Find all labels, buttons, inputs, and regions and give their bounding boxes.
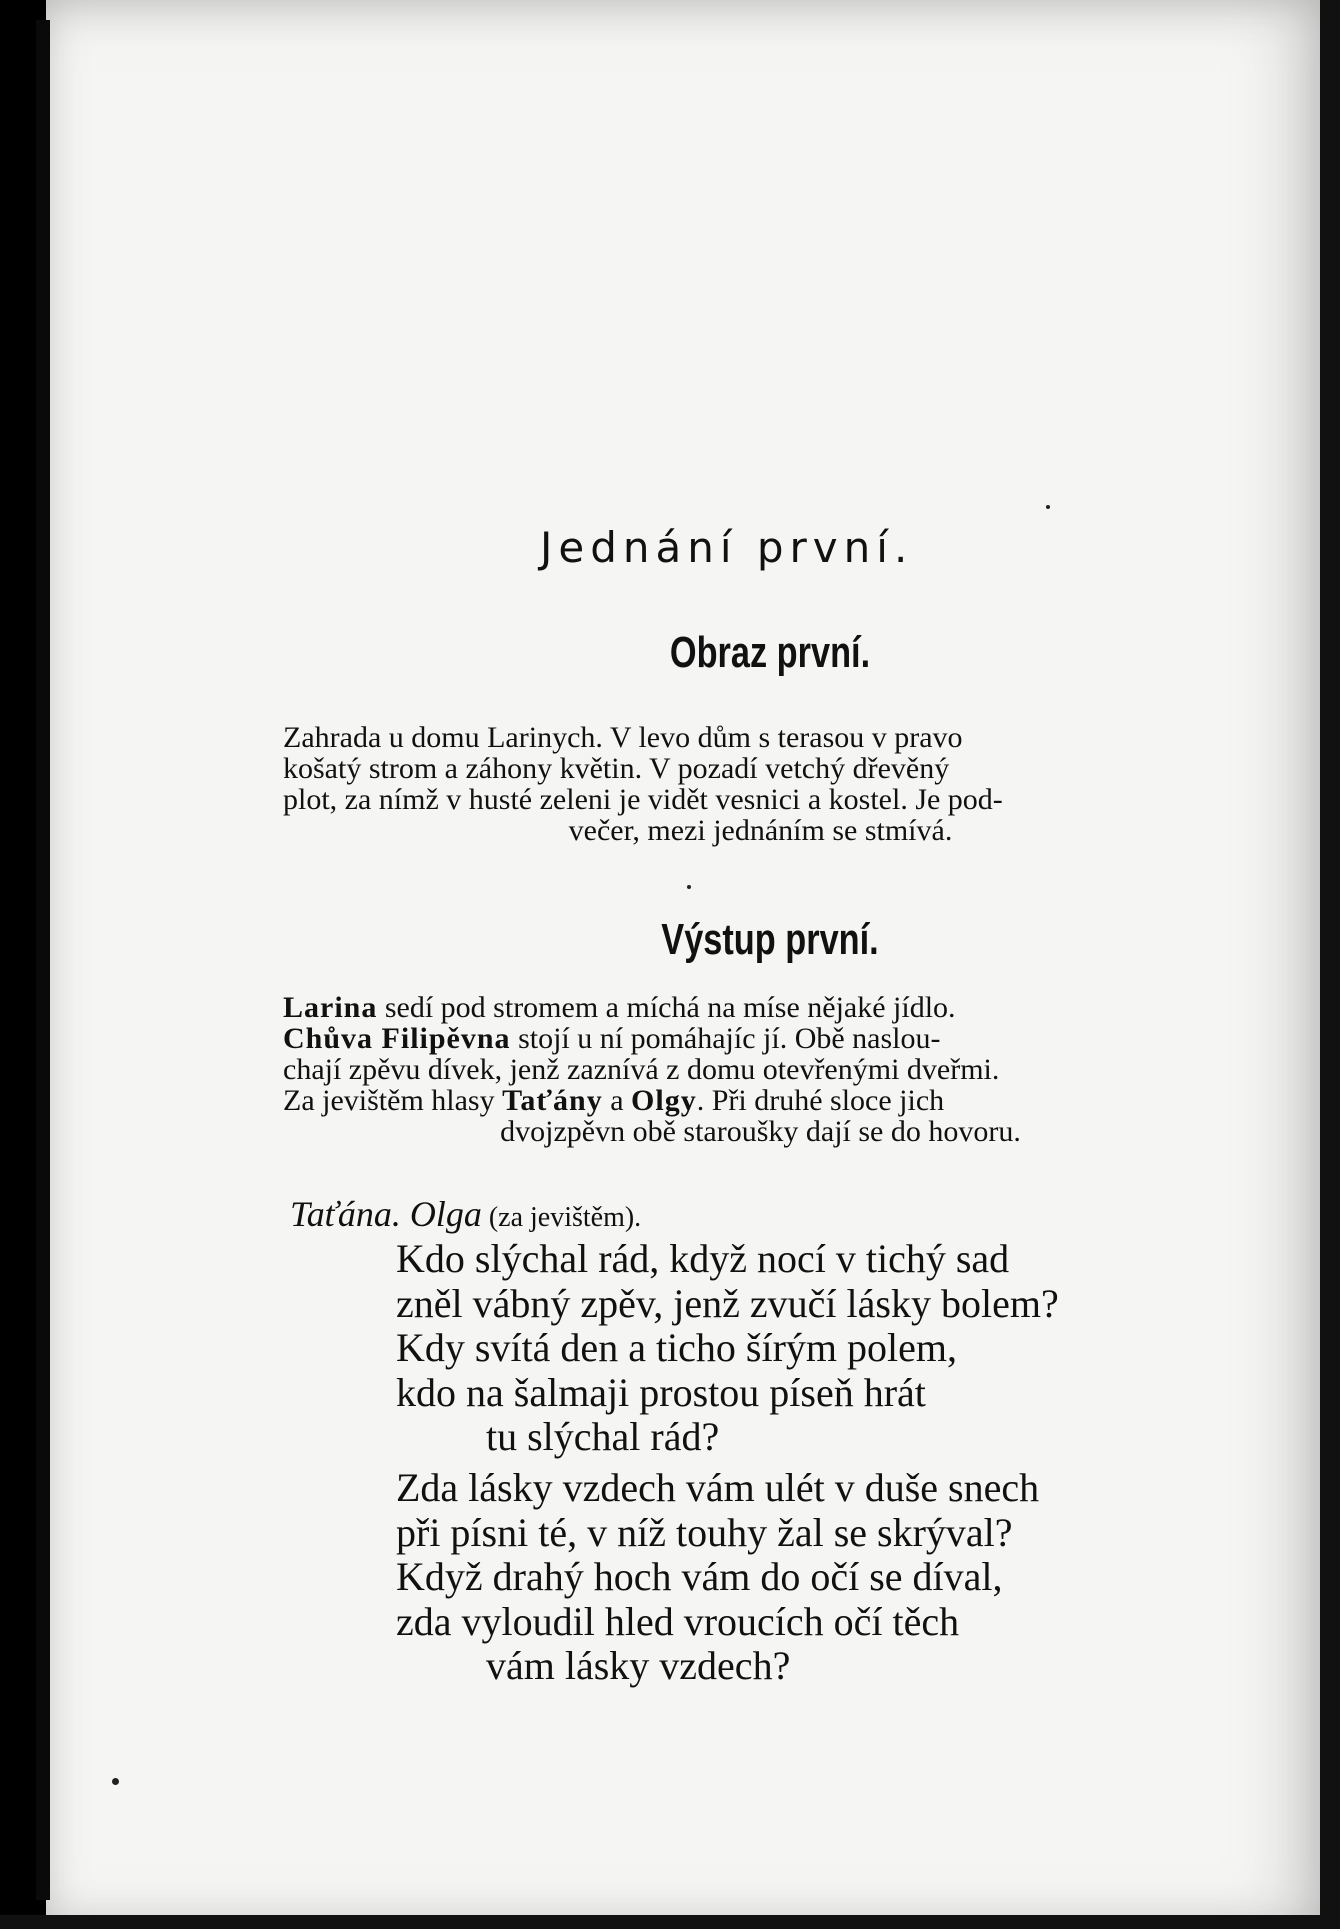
verse-line: vám lásky vzdech? [486, 1643, 791, 1688]
entrance-title: Výstup první. [661, 915, 879, 964]
speaker-note: (za jevištěm). [481, 1202, 642, 1233]
stage-line [283, 992, 1238, 1023]
character-name: Olgy [631, 1084, 697, 1117]
page-binding-shadow [36, 20, 50, 1900]
verse-line: tu slýchal rád? [486, 1414, 720, 1459]
verse-line: kdo na šalmaji prostou píseň hrát [396, 1369, 926, 1415]
character-name: Chůva Filipěvna [283, 1022, 511, 1055]
setting-line: Zahrada u domu Larinych. V levo dům s terasou v pravo [283, 721, 963, 754]
stage-text: sedí pod stromem a míchá na míse nějaké jídlo. [377, 991, 956, 1024]
stage-text: Za jevištěm hlasy [283, 1084, 503, 1117]
verse-line: při písni té, v níž touhy žal se skrýval? [396, 1509, 1013, 1555]
verse-line: Zda lásky vzdech vám ulét v duše snech [396, 1465, 1040, 1510]
stage-direction [283, 992, 1238, 1147]
setting-description [283, 722, 1238, 846]
verse-stanza-1 [396, 1237, 1059, 1460]
page-speck [687, 885, 691, 889]
verse-line: Když drahý hoch vám do očí se díval, [396, 1554, 1003, 1599]
verse-stanza-2 [396, 1466, 1039, 1689]
stage-line [283, 1023, 1238, 1054]
stage-text: . Při druhé sloce jich [696, 1084, 945, 1117]
verse-line: Kdo slýchal rád, když nocí v tichý sad [396, 1236, 1010, 1281]
stage-text: a [602, 1084, 632, 1117]
verse-line: zněl vábný zpěv, jenž zvučí lásky bolem? [396, 1280, 1059, 1326]
page-edge-shadow [1320, 0, 1340, 1929]
stage-line: dvojzpěvn obě staroušky dají se do hovoru. [500, 1115, 1021, 1148]
verse-line: zda vyloudil hled vroucích očí těch [396, 1598, 960, 1644]
setting-line: plot, za nímž v husté zeleni je vidět vesnici a kostel. Je pod- [283, 783, 1003, 816]
verse-line: Kdy svítá den a ticho šírým polem, [396, 1325, 958, 1370]
stage-line: chají zpěvu dívek, jenž zaznívá z domu otevřenými dveřmi. [283, 1053, 1000, 1086]
scene-title: Obraz první. [669, 628, 871, 677]
setting-line: košatý strom a záhony květin. V pozadí vetchý dřevěný [283, 752, 950, 785]
character-name: Taťány [502, 1084, 603, 1117]
stage-line [283, 1085, 1238, 1116]
act-title: Jednání první. [540, 523, 914, 572]
page-speck [1046, 505, 1050, 509]
speaker-names: Taťána. Olga [290, 1194, 482, 1234]
character-name: Larina [283, 991, 378, 1024]
stage-text: stojí u ní pomáhajíc jí. Obě naslou- [510, 1022, 941, 1055]
setting-line: večer, mezi jednáním se stmívá. [568, 814, 953, 847]
speaker-heading [290, 1193, 641, 1235]
page-speck [112, 1778, 119, 1785]
page-bottom-shadow [0, 1915, 1340, 1929]
